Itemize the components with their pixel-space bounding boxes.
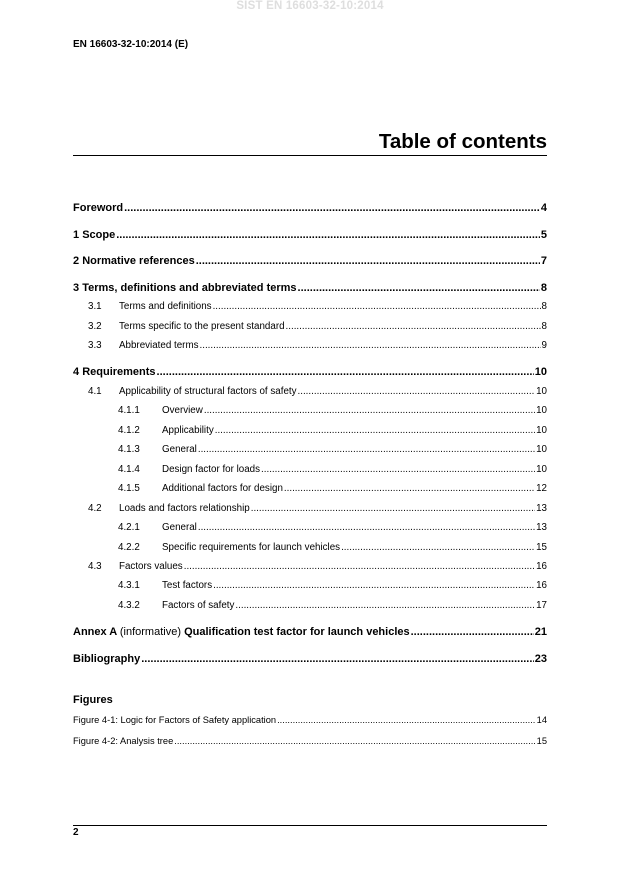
toc-entry-number: 4.1	[88, 386, 102, 397]
figure-entry-title: Figure 4-2: Analysis tree	[73, 736, 174, 746]
toc-page-number: 10	[536, 425, 547, 436]
toc-entry-text	[73, 281, 297, 295]
toc-entry-number: 3	[73, 282, 80, 294]
toc-page-number: 10	[536, 386, 547, 397]
toc-page-number: 21	[534, 626, 547, 638]
toc-entry-4-1-4[interactable]	[118, 463, 547, 477]
toc-entry-number: 4.1.2	[118, 425, 140, 436]
toc-entry-number: 4.1.5	[118, 483, 140, 494]
toc-leader	[411, 625, 534, 639]
toc-page-number: 8	[541, 301, 547, 312]
toc-leader	[261, 463, 535, 477]
toc-entry-annex-a[interactable]	[73, 625, 547, 639]
toc-entry-title: Terms, definitions and abbreviated terms	[82, 282, 297, 294]
toc-page-number: 16	[536, 561, 547, 572]
toc-entry-scope[interactable]	[73, 228, 547, 242]
toc-entry-title: Factors of safety	[162, 600, 235, 611]
toc-entry-number: 4.2.2	[118, 542, 140, 553]
toc-leader	[251, 502, 535, 516]
toc-page-number: 23	[534, 653, 547, 665]
toc-leader	[196, 254, 540, 268]
toc-entry-title: Scope	[82, 229, 116, 241]
toc-page-number: 14	[536, 715, 547, 725]
toc-page-number: 8	[541, 321, 547, 332]
toc-entry-number: 4.2	[88, 503, 102, 514]
toc-entry-text: Bibliography	[73, 653, 141, 665]
toc-entry-requirements[interactable]	[73, 365, 547, 379]
toc-entry-number: 2	[73, 255, 80, 267]
toc-entry-4-1-1[interactable]	[118, 404, 547, 418]
toc-page-number: 4	[540, 202, 547, 214]
toc-entry-4-2[interactable]	[88, 502, 547, 516]
figure-entry-title: Figure 4-1: Logic for Factors of Safety application	[73, 715, 277, 725]
toc-entry-title: Normative references	[82, 255, 195, 267]
toc-entry-4-3[interactable]	[88, 560, 547, 574]
toc-leader	[198, 443, 535, 457]
toc-entry-title: Applicability	[162, 425, 214, 436]
toc-entry-title: Overview	[162, 405, 203, 416]
toc-entry-4-3-1[interactable]	[118, 579, 547, 593]
toc-page-number: 10	[536, 464, 547, 475]
toc-entry-4-1[interactable]	[88, 385, 547, 399]
toc-entry-text: Foreword	[73, 202, 124, 214]
toc-entry-title: General	[162, 522, 197, 533]
toc-leader	[174, 734, 535, 748]
toc-entry-normative-references[interactable]	[73, 254, 547, 268]
toc-leader	[198, 521, 535, 535]
page-number: 2	[73, 827, 79, 838]
watermark: SIST EN 16603-32-10:2014	[236, 0, 384, 12]
toc-entry-number: 3.2	[88, 321, 102, 332]
toc-entry-title: Additional factors for design	[162, 483, 283, 494]
toc-leader	[298, 281, 540, 295]
toc-entry-4-1-2[interactable]	[118, 424, 547, 438]
toc-leader	[286, 320, 541, 334]
toc-entry-title: Specific requirements for launch vehicles	[162, 542, 341, 553]
toc-leader	[277, 713, 536, 727]
toc-page-number: 15	[536, 736, 547, 746]
annex-note: (informative)	[119, 626, 181, 638]
toc-entry-title: Test factors	[162, 580, 213, 591]
toc-entry-text	[73, 254, 195, 268]
toc-entry-title: Terms and definitions	[119, 301, 212, 312]
toc-entry-number: 1	[73, 229, 80, 241]
toc-leader	[213, 579, 535, 593]
toc-entry-terms[interactable]	[73, 281, 547, 295]
footer-rule	[73, 825, 547, 826]
annex-prefix: Annex A	[73, 626, 117, 638]
title-rule	[73, 155, 547, 156]
toc-page-number: 12	[536, 483, 547, 494]
toc-leader	[298, 385, 536, 399]
toc-page-number: 13	[536, 522, 547, 533]
toc-entry-4-1-3[interactable]	[118, 443, 547, 457]
toc-page-number: 7	[540, 255, 547, 267]
toc-entry-number: 3.3	[88, 340, 102, 351]
toc-page-number: 15	[536, 542, 547, 553]
toc-entry-number: 4.1.3	[118, 444, 140, 455]
toc-entry-text	[73, 365, 156, 379]
toc-leader	[141, 652, 534, 666]
toc-entry-number: 3.1	[88, 301, 102, 312]
toc-entry-4-2-1[interactable]	[118, 521, 547, 535]
toc-entry-number: 4.2.1	[118, 522, 140, 533]
toc-entry-title: Qualification test factor for launch vehicles	[184, 626, 410, 638]
toc-page-number: 5	[540, 229, 547, 241]
toc-leader	[215, 424, 535, 438]
toc-leader	[284, 482, 535, 496]
toc-leader	[204, 404, 535, 418]
toc-leader	[184, 560, 535, 574]
figure-entry-4-2[interactable]	[73, 734, 547, 748]
toc-page-number: 10	[536, 444, 547, 455]
toc-entry-title: Requirements	[82, 366, 156, 378]
toc-entry-number: 4	[73, 366, 80, 378]
toc-entry-number: 4.3.1	[118, 580, 140, 591]
toc-leader	[124, 201, 540, 215]
toc-entry-4-3-2[interactable]	[118, 599, 547, 613]
toc-entry-number: 4.3.2	[118, 600, 140, 611]
toc-entry-4-1-5[interactable]	[118, 482, 547, 496]
toc-leader	[235, 599, 535, 613]
toc-entry-text	[73, 625, 410, 639]
toc-leader	[116, 228, 540, 242]
toc-entry-title: Terms specific to the present standard	[119, 321, 285, 332]
toc-page-number: 9	[541, 340, 547, 351]
toc-entry-title: Design factor for loads	[162, 464, 261, 475]
toc-entry-title: Abbreviated terms	[119, 340, 199, 351]
toc-entry-title: Factors values	[119, 561, 183, 572]
toc-page-number: 17	[536, 600, 547, 611]
page-title: Table of contents	[378, 130, 547, 153]
toc-page-number: 10	[534, 366, 547, 378]
toc-entry-number: 4.3	[88, 561, 102, 572]
toc-page-number: 16	[536, 580, 547, 591]
toc-leader	[200, 339, 541, 353]
figures-heading: Figures	[73, 694, 113, 706]
toc-entry-3-2[interactable]	[88, 320, 547, 334]
toc-page-number: 8	[540, 282, 547, 294]
toc-leader	[213, 300, 541, 314]
toc-entry-bibliography[interactable]	[73, 652, 547, 666]
toc-entry-3-1[interactable]	[88, 300, 547, 314]
toc-page-number: 10	[536, 405, 547, 416]
figure-entry-4-1[interactable]	[73, 713, 547, 727]
toc-entry-number: 4.1.1	[118, 405, 140, 416]
toc-entry-3-3[interactable]	[88, 339, 547, 353]
toc-entry-4-2-2[interactable]	[118, 541, 547, 555]
toc-leader	[157, 365, 534, 379]
toc-entry-foreword[interactable]	[73, 201, 547, 215]
toc-leader	[341, 541, 535, 555]
toc-entry-title: Loads and factors relationship	[119, 503, 250, 514]
toc-entry-title: Applicability of structural factors of safety	[119, 386, 297, 397]
toc-entry-title: General	[162, 444, 197, 455]
toc-entry-text	[73, 228, 115, 242]
toc-entry-number: 4.1.4	[118, 464, 140, 475]
toc-page-number: 13	[536, 503, 547, 514]
document-id: EN 16603-32-10:2014 (E)	[73, 39, 189, 50]
